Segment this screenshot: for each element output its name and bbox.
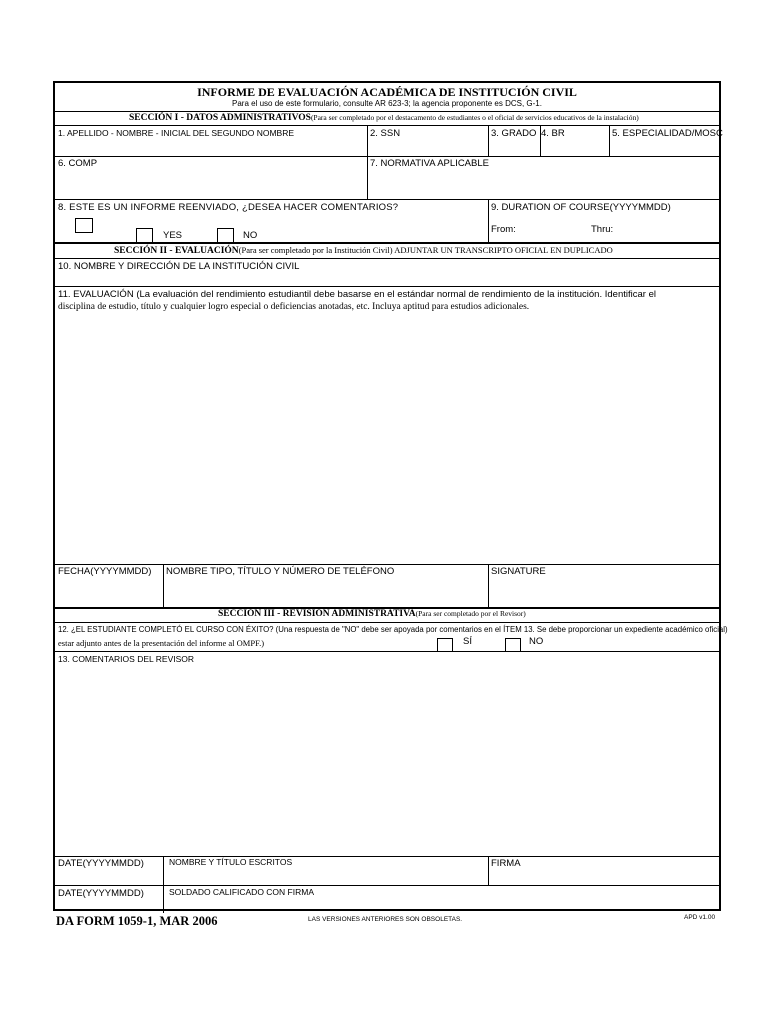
- section-3-heading: [218, 609, 526, 619]
- section-2-title: SECCIÓN II - EVALUACIÓN: [114, 246, 239, 256]
- field-12-label-line2: estar adjunto antes de la presentación del informe al OMPF.): [58, 638, 265, 648]
- comp-field[interactable]: [55, 157, 367, 199]
- divider: [55, 199, 719, 200]
- fecha-label: FECHA(YYYYMMDD): [58, 566, 152, 577]
- comment-checkbox[interactable]: [75, 218, 93, 233]
- regulation-field[interactable]: [368, 157, 719, 199]
- divider: [55, 242, 719, 244]
- form-title: INFORME DE EVALUACIÓN ACADÉMICA DE INSTITUCIÓN CIVIL: [197, 85, 577, 99]
- form-subtitle: Para el uso de este formulario, consulte AR 623-3; la agencia proponente es DCS, G-1.: [232, 99, 542, 108]
- evaluator-name-field[interactable]: [164, 565, 488, 607]
- no-completion-label: NO: [529, 636, 544, 647]
- institution-field[interactable]: [55, 259, 719, 286]
- thru-label: Thru:: [591, 224, 614, 235]
- field-13-label: 13. COMENTARIOS DEL REVISOR: [58, 654, 195, 664]
- section-2-note: (Para ser completado por la Institución Civil) ADJUNTAR UN TRANSCRIPTO OFICIAL EN DUPLICADO: [238, 245, 613, 255]
- field-11-label-line2: disciplina de estudio, título y cualquier logro especial o deficiencias anotadas, etc. Incluya aptitud para estudios adicionales.: [58, 302, 530, 312]
- from-date-field[interactable]: [521, 221, 591, 237]
- divider: [55, 622, 719, 623]
- divider: [55, 286, 719, 287]
- section-1-note: (Para ser completado por el destacamento de estudiantes o el oficial de servicios educativos de la instalación): [310, 113, 639, 122]
- specialty-field[interactable]: [610, 126, 719, 156]
- firma-label: FIRMA: [491, 858, 521, 869]
- no-checkbox[interactable]: [217, 228, 234, 243]
- academic-evaluation-form: [53, 81, 728, 911]
- form-number: DA FORM 1059-1, MAR 2006: [56, 914, 218, 928]
- si-label: SÍ: [463, 636, 472, 647]
- evaluator-signature-field[interactable]: [489, 565, 719, 607]
- field-11-label-line1: 11. EVALUACIÓN (La evaluación del rendimiento estudiantil debe basarse en el estándar normal de rendimiento de la institución. Identificar el: [58, 289, 656, 300]
- section-2-heading: [114, 245, 613, 256]
- evaluation-textarea[interactable]: [55, 315, 719, 563]
- divider: [488, 199, 489, 242]
- branch-field[interactable]: [541, 126, 609, 156]
- no-completion-checkbox[interactable]: [505, 638, 521, 652]
- soldado-label: SOLDADO CALIFICADO CON FIRMA: [169, 887, 314, 897]
- divider: [55, 111, 719, 112]
- nombre-titulo-label: NOMBRE Y TÍTULO ESCRITOS: [169, 857, 293, 867]
- field-5-label: 5. ESPECIALIDAD/MOSC: [612, 128, 723, 139]
- name-field[interactable]: [55, 126, 367, 156]
- field-9-label: 9. DURATION OF COURSE(YYYYMMDD): [491, 202, 671, 213]
- thru-date-field[interactable]: [619, 221, 715, 237]
- section-1-title: SECCIÓN I - DATOS ADMINISTRATIVOS: [129, 113, 311, 123]
- reviewer-comments-textarea[interactable]: [55, 667, 719, 855]
- section-1-heading: [129, 113, 639, 123]
- review-date-field[interactable]: [55, 857, 163, 885]
- reviewer-name-field[interactable]: [164, 857, 488, 885]
- from-label: From:: [491, 224, 516, 235]
- field-8-label: 8. ESTE ES UN INFORME REENVIADO, ¿DESEA HACER COMENTARIOS?: [58, 202, 399, 213]
- field-10-label: 10. NOMBRE Y DIRECCIÓN DE LA INSTITUCIÓN CIVIL: [58, 261, 300, 272]
- yes-label: YES: [163, 230, 183, 241]
- grade-field[interactable]: [489, 126, 540, 156]
- soldier-date-field[interactable]: [55, 886, 163, 909]
- no-label: NO: [243, 230, 258, 241]
- section-3-note: (Para ser completado por el Revisor): [415, 609, 526, 618]
- date1-label: DATE(YYYYMMDD): [58, 858, 144, 869]
- signature-label: SIGNATURE: [491, 566, 546, 577]
- soldier-signature-field[interactable]: [164, 886, 719, 909]
- version-label: APD v1.00: [684, 914, 716, 921]
- yes-checkbox[interactable]: [136, 228, 153, 243]
- field-3-label: 3. GRADO: [491, 128, 537, 139]
- nombre-label: NOMBRE TIPO, TÍTULO Y NÚMERO DE TELÉFONO: [166, 566, 395, 577]
- field-7-label: 7. NORMATIVA APLICABLE: [370, 158, 489, 169]
- field-1-label: 1. APELLIDO - NOMBRE - INICIAL DEL SEGUNDO NOMBRE: [58, 128, 295, 138]
- divider: [55, 651, 719, 652]
- field-6-label: 6. COMP: [58, 158, 98, 169]
- evaluation-date-field[interactable]: [55, 565, 163, 607]
- ssn-field[interactable]: [368, 126, 488, 156]
- si-checkbox[interactable]: [437, 638, 453, 652]
- section-3-title: SECCIÓN III - REVISIÓN ADMINISTRATIVA: [218, 609, 416, 619]
- date2-label: DATE(YYYYMMDD): [58, 888, 144, 899]
- field-4-label: 4. BR: [541, 128, 565, 139]
- reviewer-signature-field[interactable]: [489, 857, 719, 885]
- field-12-label-line1: 12. ¿EL ESTUDIANTE COMPLETÓ EL CURSO CON ÉXITO? (Una respuesta de "NO" debe ser apoyada por comentarios en el ÍTEM 13. Se debe proporcionar un expediente académico oficial): [58, 625, 728, 634]
- field-2-label: 2. SSN: [370, 128, 401, 139]
- obsolete-notice: LAS VERSIONES ANTERIORES SON OBSOLETAS.: [308, 916, 463, 923]
